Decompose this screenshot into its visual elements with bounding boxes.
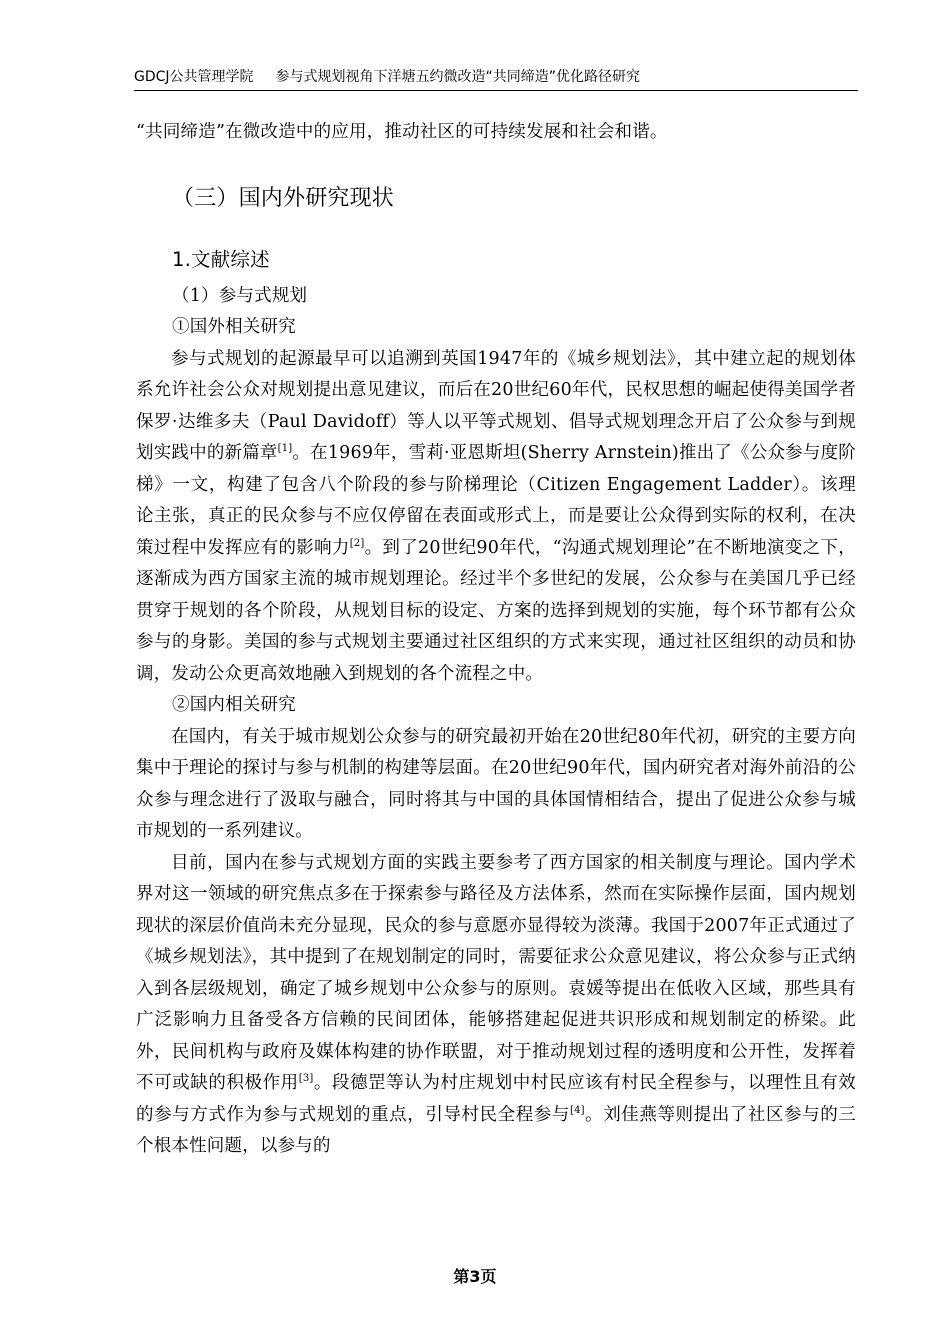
- paragraph-continuation: “共同缔造”在微改造中的应用，推动社区的可持续发展和社会和谐。: [136, 122, 668, 142]
- paragraph-text: 。段德罡等认为村庄规划中村民应该有村民全程参与，以理性且有效的参与方式作为参与式规划的重点，引导村民全程参与: [136, 1073, 856, 1125]
- paragraph-current-practice: [136, 848, 856, 1163]
- paragraph-domestic-research: 在国内，有关于城市规划公众参与的研究最初开始在20世纪80年代初，研究的主要方向集中于理论的探讨与参与机制的构建等层面。在20世纪90年代，国内研究者对海外前沿的公众参与理念进行了汲取与融合，同时将其与中国的具体国情相结合，提出了促进公众参与城市规划的一系列建议。: [136, 726, 856, 841]
- citation-ref-2[interactable]: [2]: [349, 537, 365, 549]
- citation-ref-3[interactable]: [3]: [298, 1073, 314, 1085]
- paragraph-text: 。到了20世纪90年代，“沟通式规划理论”在不断地演变之下，逐渐成为西方国家主流的城市规划理论。经过半个多世纪的发展，公众参与在美国几乎已经贯穿于规划的各个阶段，从规划目标的设定、方案的选择到规划的实施，每个环节都有公众参与的身影。美国的参与式规划主要通过社区组织的方式来实现，通过社区组织的动员和协调，发动公众更高效地融入到规划的各个流程之中。: [136, 537, 856, 684]
- paragraph-text: 参与式规划的起源最早可以追溯到英国1947年的《城乡规划法》，其中建立起的规划体系允许社会公众对规划提出意见建议，而后在20世纪60年代，民权思想的崛起使得美国学者保罗·达维多夫（Paul Davidoff）等人以平等式规划、倡导式规划理念开启了公众参与到规划实践中的新篇章: [136, 348, 856, 463]
- citation-ref-4[interactable]: [4]: [569, 1104, 585, 1116]
- header-institution: GDCJ公共管理学院: [134, 69, 254, 85]
- domestic-research-heading: ②国内相关研究: [172, 695, 296, 715]
- header-title: 参与式规划视角下洋塘五约微改造“共同缔造”优化路径研究: [275, 69, 641, 85]
- section-heading: （三）国内外研究现状: [172, 185, 395, 211]
- paragraph-foreign-research: [136, 344, 856, 691]
- paragraph-text: 。在1969年，雪莉·亚恩斯坦(Sherry Arnstein)推出了《公众参与度阶梯》一文，构建了包含八个阶段的参与阶梯理论（Citizen Engagement Ladder）。该理论主张，真正的民众参与不应仅停留在表面或形式上，而是要让公众得到实际的权利，在决策过程中发挥应有的影响力: [136, 443, 856, 558]
- document-body: [136, 117, 856, 1163]
- citation-ref-1[interactable]: [1]: [277, 443, 293, 455]
- foreign-research-heading: ①国外相关研究: [172, 317, 296, 337]
- page-number: 第3页: [453, 1267, 497, 1286]
- paragraph-text: 目前，国内在参与式规划方面的实践主要参考了西方国家的相关制度与理论。国内学术界对这一领域的研究焦点多在于探索参与路径及方法体系，然而在实际操作层面，国内规划现状的深层价值尚未充分显现，民众的参与意愿亦显得较为淡薄。我国于2007年正式通过了《城乡规划法》，其中提到了在规划制定的同时，需要征求公众意见建议，将公众参与正式纳入到各层级规划，确定了城乡规划中公众参与的原则。袁媛等提出在低收入区域，那些具有广泛影响力且备受各方信赖的民间团体，能够搭建起促进共识形成和规划制定的桥梁。此外，民间机构与政府及媒体构建的协作联盟，对于推动规划过程的透明度和公开性，发挥着不可或缺的积极作用: [136, 852, 856, 1093]
- topic-heading: （1）参与式规划: [172, 285, 308, 306]
- paragraph-text: 。刘佳燕等则提出了社区参与的三个根本性问题，以参与的: [136, 1104, 856, 1156]
- subsection-heading: 1.文献综述: [172, 247, 270, 271]
- running-header: [134, 68, 858, 91]
